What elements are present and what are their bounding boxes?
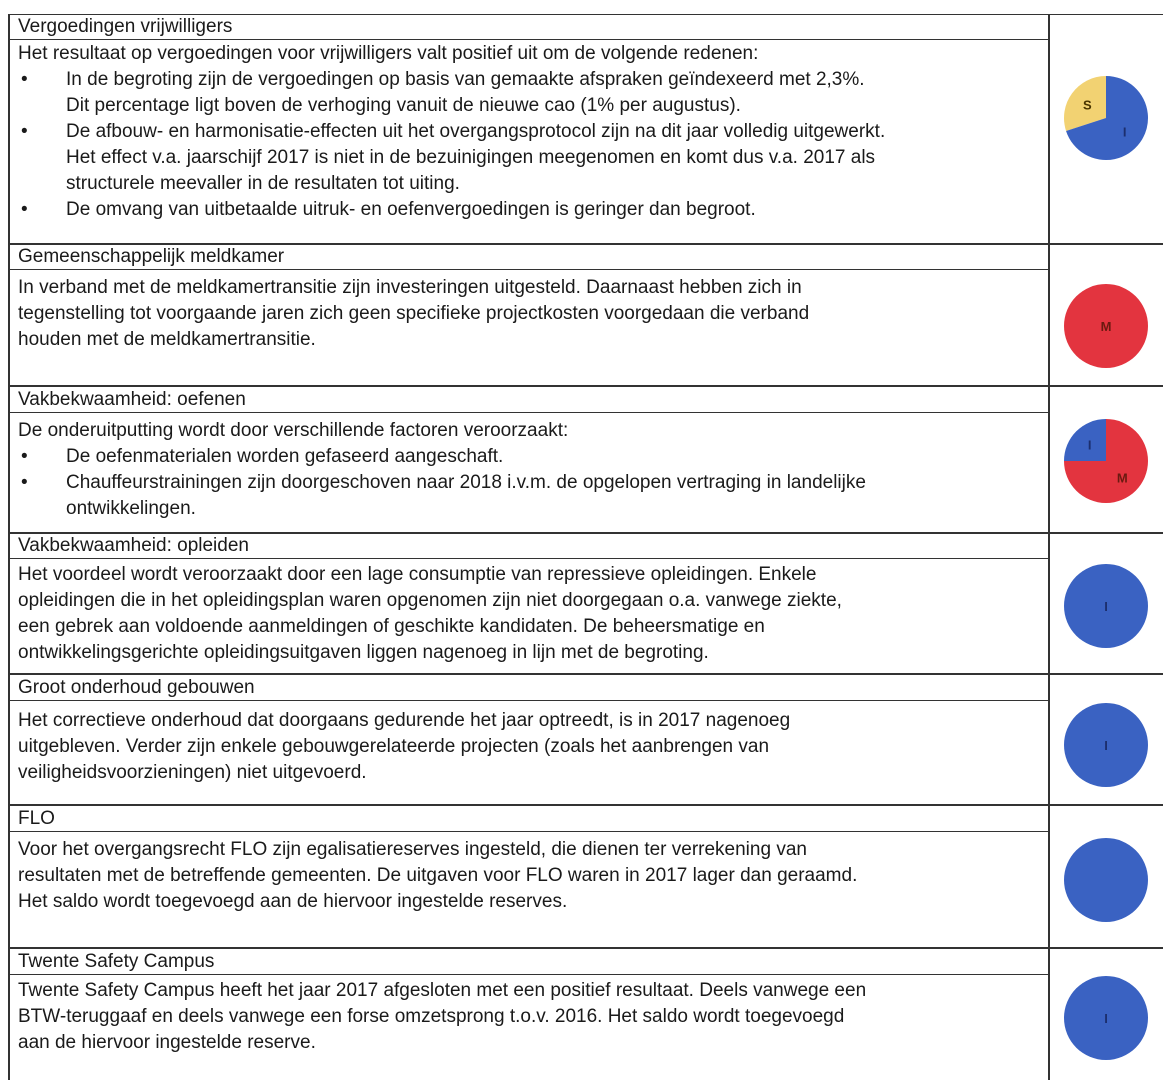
pie-slice [1064, 838, 1148, 922]
status-pie-chart [1063, 563, 1149, 649]
pie-svg [1063, 702, 1149, 788]
bullet-line: ontwikkelingen. [66, 498, 196, 519]
section-vakbekwaamheid-oefenen [8, 388, 1048, 532]
section-body [18, 562, 1040, 666]
bullet-line: structurele meevaller in de resultaten tot uiting. [66, 173, 460, 194]
bullet-line: De omvang van uitbetaalde uitruk- en oefenvergoedingen is geringer dan begroot. [66, 199, 756, 220]
section-body [18, 275, 1040, 353]
section-vergoedingen-vrijwilligers [8, 15, 1048, 241]
status-pie-chart [1063, 418, 1149, 504]
row-divider [8, 385, 1163, 387]
bullet-line: De afbouw- en harmonisatie-effecten uit het overgangsprotocol zijn na dit jaar volledig uitgewerkt. [66, 121, 886, 142]
pie-svg [1063, 75, 1149, 161]
pie-svg [1063, 283, 1149, 369]
bullet-item [18, 444, 1040, 470]
section-groot-onderhoud-gebouwen [8, 676, 1048, 804]
row-divider [8, 947, 1163, 949]
bullet-line: Het effect v.a. jaarschijf 2017 is niet in de bezuinigingen meegenomen en komt dus v.a. 2017 als [66, 147, 876, 168]
bullet-item [18, 119, 1040, 197]
body-line: tegenstelling tot voorgaande jaren zich geen specifieke projectkosten voorgedaan die verband [18, 303, 810, 324]
bullet-dot: • [21, 472, 28, 493]
bullet-line: In de begroting zijn de vergoedingen op basis van gemaakte afspraken geïndexeerd met 2,3%. [66, 69, 865, 90]
pie-label: I [1104, 599, 1108, 614]
section-title: Vakbekwaamheid: oefenen [8, 388, 1048, 413]
bullet-item [18, 470, 1040, 522]
status-pie-chart [1063, 75, 1149, 161]
results-table [8, 14, 1163, 1080]
pie-svg [1063, 975, 1149, 1061]
bullet-dot: • [21, 69, 28, 90]
status-pie-chart [1063, 283, 1149, 369]
section-flo [8, 807, 1048, 947]
body-line: uitgebleven. Verder zijn enkele gebouwgerelateerde projecten (zoals het aanbrengen van [18, 736, 770, 757]
bullet-dot: • [21, 199, 28, 220]
row-divider [8, 804, 1163, 806]
pie-label: M [1116, 470, 1128, 486]
bullet-line: Dit percentage ligt boven de verhoging vanuit de nieuwe cao (1% per augustus). [66, 95, 741, 116]
section-gemeenschappelijk-meldkamer [8, 245, 1048, 385]
body-line: Voor het overgangsrecht FLO zijn egalisatiereserves ingesteld, die dienen ter verrekening van [18, 839, 807, 860]
row-divider [8, 673, 1163, 675]
body-line: houden met de meldkamertransitie. [18, 329, 316, 350]
body-line: Twente Safety Campus heeft het jaar 2017 afgesloten met een positief resultaat. Deels vanwege een [18, 980, 867, 1001]
body-line: ontwikkelingsgerichte opleidingsuitgaven liggen nagenoeg in lijn met de begroting. [18, 642, 709, 663]
status-pie-chart [1063, 975, 1149, 1061]
pie-label: M [1100, 319, 1112, 334]
pie-label: I [1122, 124, 1127, 140]
body-line: veiligheidsvoorzieningen) niet uitgevoerd. [18, 762, 367, 783]
bullet-item [18, 67, 1040, 119]
section-title: Vakbekwaamheid: opleiden [8, 534, 1048, 559]
body-line: Het saldo wordt toegevoegd aan de hiervoor ingestelde reserves. [18, 891, 568, 912]
bullet-dot: • [21, 446, 28, 467]
body-line: Het voordeel wordt veroorzaakt door een lage consumptie van repressieve opleidingen. Enkele [18, 564, 817, 585]
section-body [18, 41, 1040, 223]
pie-label: I [1104, 738, 1108, 753]
section-body [18, 418, 1040, 522]
bullet-line: De oefenmaterialen worden gefaseerd aangeschaft. [66, 446, 504, 467]
section-title: FLO [8, 807, 1048, 832]
section-intro: Het resultaat op vergoedingen voor vrijwilligers valt positief uit om de volgende redenen: [18, 43, 759, 64]
pie-svg [1063, 837, 1149, 923]
pie-slice [1064, 419, 1106, 461]
pie-label: I [1104, 1011, 1108, 1026]
section-title: Gemeenschappelijk meldkamer [8, 245, 1048, 270]
body-line: In verband met de meldkamertransitie zijn investeringen uitgesteld. Daarnaast hebben zich in [18, 277, 802, 298]
section-body [18, 708, 1040, 786]
section-twente-safety-campus [8, 950, 1048, 1080]
section-body [18, 837, 1040, 915]
body-line: Het correctieve onderhoud dat doorgaans gedurende het jaar optreedt, is in 2017 nagenoeg [18, 710, 791, 731]
body-line: aan de hiervoor ingestelde reserve. [18, 1032, 316, 1053]
pie-label: S [1082, 97, 1092, 113]
table-column-divider [1048, 15, 1050, 1080]
pie-svg [1063, 563, 1149, 649]
bullet-line: Chauffeurstrainingen zijn doorgeschoven naar 2018 i.v.m. de opgelopen vertraging in landelijke [66, 472, 866, 493]
section-title: Groot onderhoud gebouwen [8, 676, 1048, 701]
body-line: BTW-teruggaaf en deels vanwege een forse omzetsprong t.o.v. 2016. Het saldo wordt toegevoegd [18, 1006, 845, 1027]
body-line: resultaten met de betreffende gemeenten. De uitgaven voor FLO waren in 2017 lager dan geraamd. [18, 865, 858, 886]
section-vakbekwaamheid-opleiden [8, 534, 1048, 673]
pie-label: I [1087, 437, 1092, 453]
section-title: Vergoedingen vrijwilligers [8, 15, 1048, 40]
body-line: een gebrek aan voldoende aanmeldingen of geschikte kandidaten. De beheersmatige en [18, 616, 765, 637]
bullet-dot: • [21, 121, 28, 142]
section-intro: De onderuitputting wordt door verschillende factoren veroorzaakt: [18, 420, 569, 441]
status-pie-chart [1063, 702, 1149, 788]
bullet-item [18, 197, 1040, 223]
pie-svg [1063, 418, 1149, 504]
section-body [18, 978, 1040, 1056]
body-line: opleidingen die in het opleidingsplan waren opgenomen zijn niet doorgegaan o.a. vanwege ziekte, [18, 590, 842, 611]
status-pie-chart [1063, 837, 1149, 923]
section-title: Twente Safety Campus [8, 950, 1048, 975]
